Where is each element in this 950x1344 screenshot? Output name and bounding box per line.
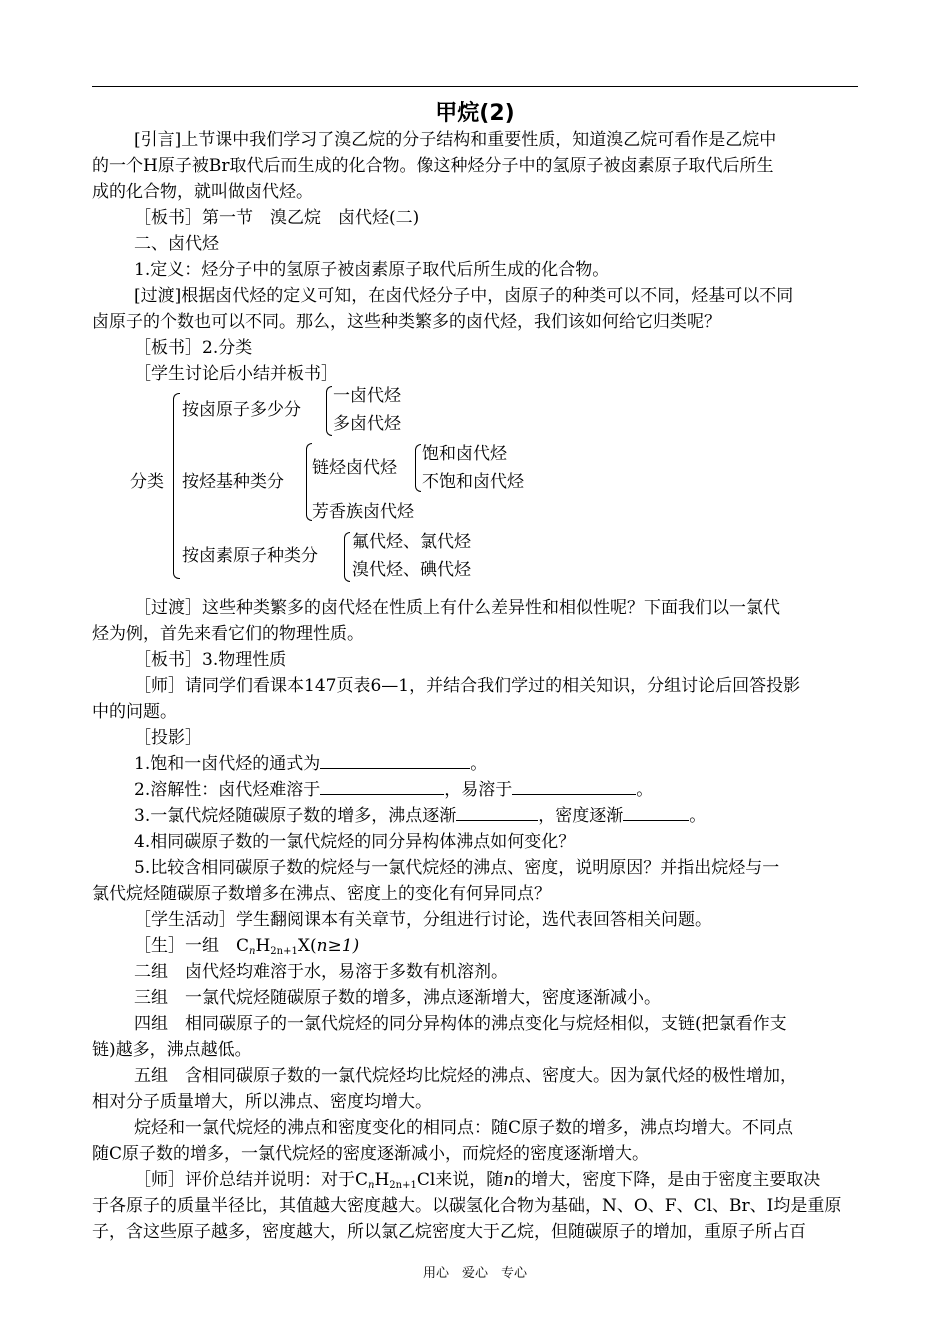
header-rule bbox=[92, 86, 858, 87]
answer-blank bbox=[320, 778, 444, 795]
formula-c: C bbox=[355, 1170, 369, 1190]
question-1-end: 。 bbox=[470, 754, 488, 774]
group-3-answer: 三组 一氯代烷烃随碳原子数的增多，沸点逐渐增大，密度逐渐减小。 bbox=[134, 988, 661, 1008]
intro-line-1: [引言]上节课中我们学习了溴乙烷的分子结构和重要性质，知道溴乙烷可看作是乙烷中 bbox=[134, 130, 777, 150]
question-4: 4.相同碳原子数的一氯代烷烃的同分异构体沸点如何变化？ bbox=[134, 832, 576, 852]
formula-sub-2n1: 2n+1 bbox=[389, 1180, 417, 1191]
tree-unsaturated: 不饱和卤代烃 bbox=[422, 472, 524, 492]
definition: 1.定义：烃分子中的氢原子被卤素原子取代后所生成的化合物。 bbox=[134, 260, 610, 280]
formula-h: H bbox=[374, 1170, 390, 1190]
variable-n: n bbox=[503, 1170, 515, 1190]
intro-line-3: 成的化合物，就叫做卤代烃。 bbox=[92, 182, 313, 202]
question-3-end: 。 bbox=[689, 806, 707, 826]
answer-blank bbox=[320, 752, 470, 769]
tree-root: 分类 bbox=[130, 472, 164, 492]
question-2-end: 。 bbox=[636, 780, 654, 800]
question-1-text: 1.饱和一卤代烃的通式为 bbox=[134, 754, 321, 774]
summary-line-1: 烷烃和一氯代烷烃的沸点和密度变化的相同点：随C原子数的增多，沸点均增大。不同点 bbox=[134, 1118, 794, 1138]
answer-blank bbox=[456, 804, 538, 821]
group-4-line-1: 四组 相同碳原子的一氯代烷烃的同分异构体的沸点变化与烷烃相似，支链(把氯看作支 bbox=[134, 1014, 787, 1034]
transition-line-2: 卤原子的个数也可以不同。那么，这些种类繁多的卤代烃，我们该如何给它归类呢？ bbox=[92, 312, 721, 332]
teacher-summary-label: ［师］评价总结并说明：对于 bbox=[134, 1170, 355, 1190]
question-2-mid: ，易溶于 bbox=[444, 780, 513, 800]
question-3-text: 3.一氯代烷烃随碳原子数的增多，沸点逐渐 bbox=[134, 806, 457, 826]
question-3 bbox=[134, 804, 706, 828]
group-5-line-2: 相对分子质量增大，所以沸点、密度均增大。 bbox=[92, 1092, 432, 1112]
teacher-summary-line-3: 子，含这些原子越多，密度越大，所以氯乙烷密度大于乙烷，但随碳原子的增加，重原子所占百 bbox=[92, 1222, 806, 1242]
formula-sub-n: n bbox=[249, 946, 256, 957]
group-1-label: ［生］一组 bbox=[134, 936, 236, 956]
answer-blank bbox=[512, 778, 636, 795]
tree-by-hydrocarbon: 按烃基种类分 bbox=[182, 472, 284, 492]
formula-sub-n: n bbox=[368, 1180, 375, 1191]
brace-count bbox=[326, 386, 332, 436]
tree-fl-cl: 氟代烃、氯代烃 bbox=[352, 532, 471, 552]
question-1 bbox=[134, 752, 487, 776]
question-5-line-1: 5.比较含相同碳原子数的烷烃与一氯代烷烃的沸点、密度，说明原因？并指出烷烃与一 bbox=[134, 858, 780, 878]
brace-root bbox=[173, 393, 180, 579]
board-heading-1: ［板书］第一节 溴乙烷 卤代烃(二) bbox=[134, 208, 420, 228]
question-5-line-2: 氯代烷烃随碳原子数增多在沸点、密度上的变化有何异同点？ bbox=[92, 884, 551, 904]
brace-halogen bbox=[344, 532, 350, 582]
tree-poly: 多卤代烃 bbox=[333, 414, 401, 434]
tree-br-i: 溴代烃、碘代烃 bbox=[352, 560, 471, 580]
tree-by-halogen: 按卤素原子种类分 bbox=[182, 546, 318, 566]
formula-x: X( bbox=[297, 936, 317, 956]
section-heading: 二、卤代烃 bbox=[134, 234, 219, 254]
page-footer: 用心 爱心 专心 bbox=[422, 1266, 527, 1281]
board-heading-4: ［板书］3.物理性质 bbox=[134, 650, 287, 670]
question-2 bbox=[134, 778, 653, 802]
question-3-mid: ，密度逐渐 bbox=[538, 806, 624, 826]
brace-chain bbox=[415, 444, 421, 492]
group-2-answer: 二组 卤代烃均难溶于水，易溶于多数有机溶剂。 bbox=[134, 962, 508, 982]
student-activity: ［学生活动］学生翻阅课本有关章节，分组进行讨论，选代表回答相关问题。 bbox=[134, 910, 712, 930]
answer-blank bbox=[623, 804, 689, 821]
tree-saturated: 饱和卤代烃 bbox=[422, 444, 507, 464]
transition-2-line-1: ［过渡］这些种类繁多的卤代烃在性质上有什么差异性和相似性呢？下面我们以一氯代 bbox=[134, 598, 780, 618]
transition-line-1: [过渡]根据卤代烃的定义可知，在卤代烃分子中，卤原子的种类可以不同，烃基可以不同 bbox=[134, 286, 794, 306]
teacher-summary-line-2: 于各原子的质量半径比，其值越大密度越大。以碳氢化合物为基础，N、O、F、Cl、Br、I均是重原 bbox=[92, 1196, 842, 1216]
intro-line-2: 的一个H原子被Br取代后而生成的化合物。像这种烃分子中的氢原子被卤素原子取代后所生 bbox=[92, 156, 774, 176]
formula-h: H bbox=[255, 936, 271, 956]
teacher-summary-rest: 的增大，密度下降，是由于密度主要取决 bbox=[514, 1170, 821, 1190]
formula-c: C bbox=[236, 936, 250, 956]
transition-2-line-2: 烃为例，首先来看它们的物理性质。 bbox=[92, 624, 364, 644]
group-4-line-2: 链)越多，沸点越低。 bbox=[92, 1040, 252, 1060]
question-2-text: 2.溶解性：卤代烃难溶于 bbox=[134, 780, 321, 800]
group-5-line-1: 五组 含相同碳原子数的一氯代烷烃均比烷烃的沸点、密度大。因为氯代烃的极性增加， bbox=[134, 1066, 797, 1086]
formula-sub-2n1: 2n+1 bbox=[270, 946, 298, 957]
teacher-line-2: 中的问题。 bbox=[92, 702, 177, 722]
teacher-line-1: ［师］请同学们看课本147页表6—1，并结合我们学过的相关知识，分组讨论后回答投影 bbox=[134, 676, 801, 696]
tree-aromatic: 芳香族卤代烃 bbox=[312, 502, 414, 522]
board-heading-2: ［板书］2.分类 bbox=[134, 338, 253, 358]
formula-condition: n≥1) bbox=[316, 936, 360, 956]
formula-cl: Cl来说，随 bbox=[416, 1170, 504, 1190]
tree-chain: 链烃卤代烃 bbox=[312, 458, 397, 478]
summary-line-2: 随C原子数的增多，一氯代烷烃的密度逐渐减小，而烷烃的密度逐渐增大。 bbox=[92, 1144, 650, 1164]
projection-heading: ［投影］ bbox=[134, 728, 202, 748]
tree-by-count: 按卤原子多少分 bbox=[182, 400, 301, 420]
board-heading-3: ［学生讨论后小结并板书］ bbox=[134, 364, 338, 384]
page-title: 甲烷(2) bbox=[435, 101, 515, 126]
tree-mono: 一卤代烃 bbox=[333, 386, 401, 406]
